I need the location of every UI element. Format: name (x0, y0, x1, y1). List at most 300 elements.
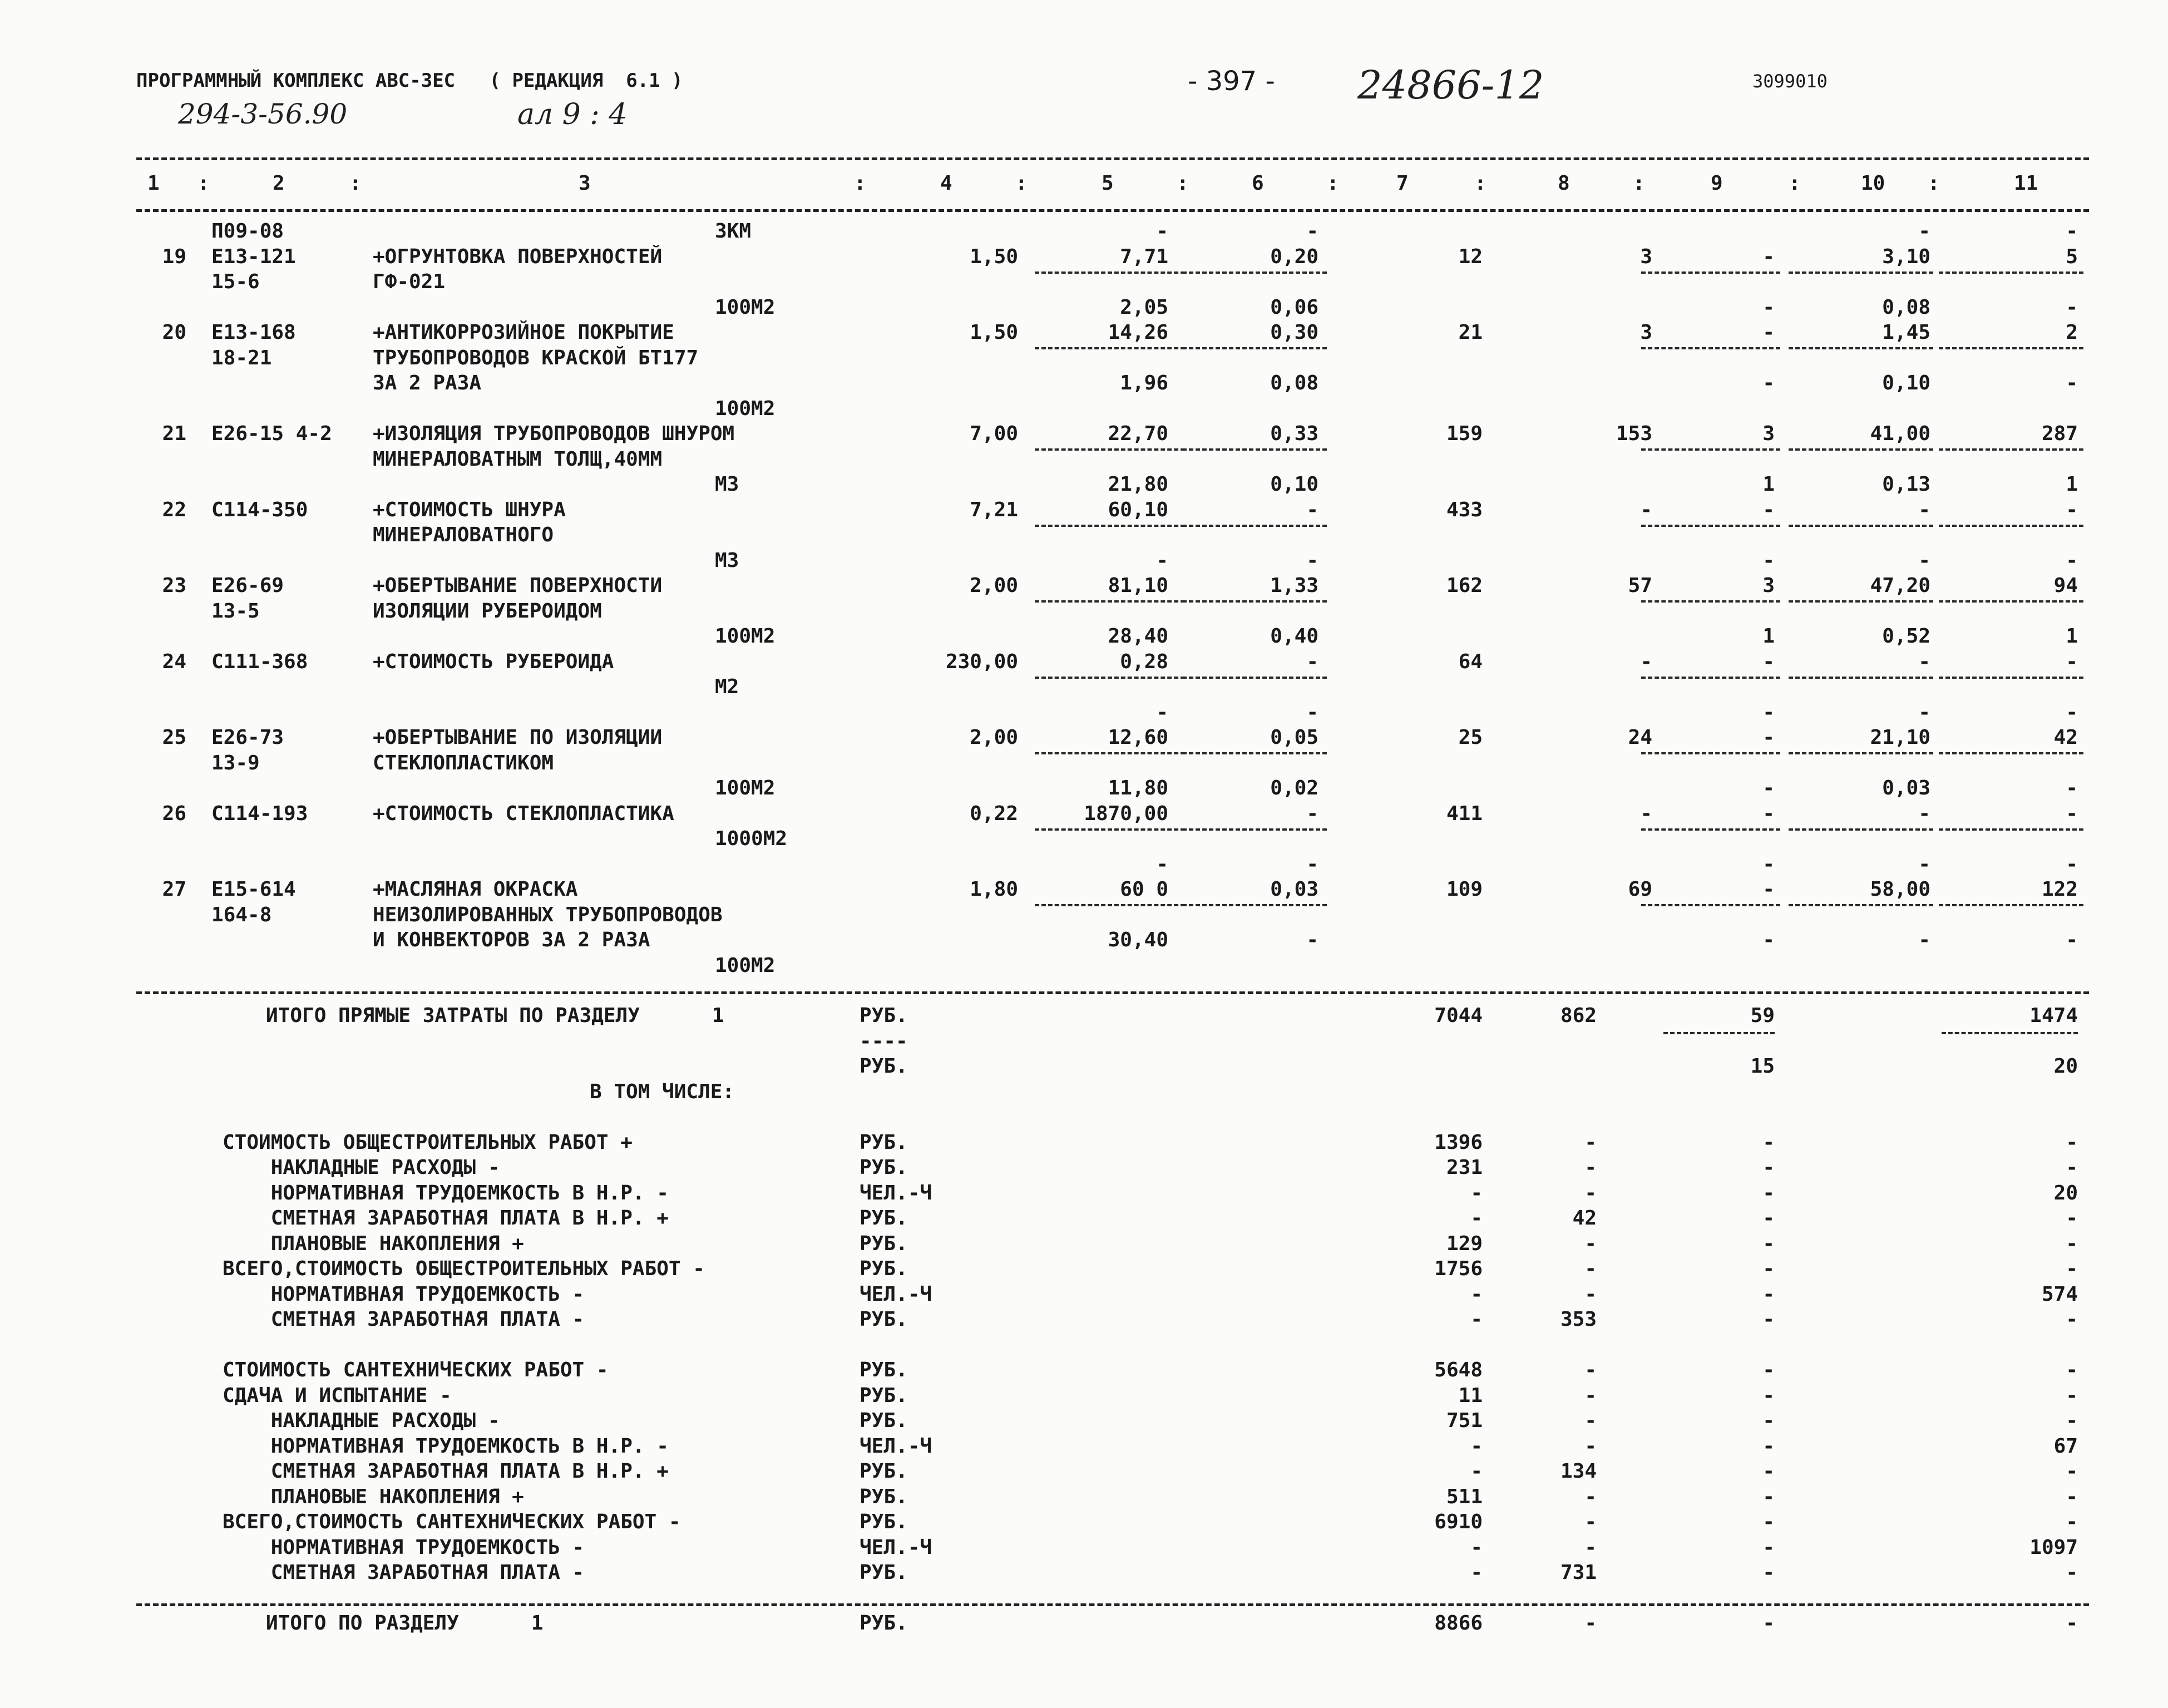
cell-c8: 57 (1628, 574, 1652, 597)
cell-c5: 0,28 (1120, 650, 1168, 673)
cell-c11: - (2066, 802, 2078, 825)
cell-c10: 0,52 (1882, 625, 1930, 648)
summary-unit: ЧЕЛ.-Ч (860, 1182, 932, 1205)
cell-unit: М3 (715, 473, 739, 496)
summary-col9: 59 (1750, 1004, 1775, 1027)
cell-desc: ЗА 2 РАЗА (373, 372, 482, 394)
cell-c9: - (1762, 726, 1775, 749)
summary-col9: - (1762, 1612, 1775, 1635)
cell-c10: - (1918, 853, 1930, 876)
summary-col11: - (2066, 1384, 2078, 1407)
cell-c4: 1,80 (970, 878, 1018, 901)
cell-c7: 109 (1446, 878, 1483, 901)
cell-c8: 153 (1616, 422, 1652, 445)
summary-col9: - (1762, 1561, 1775, 1584)
summary-col8: - (1584, 1232, 1597, 1255)
summary-col7: 5648 (1434, 1359, 1483, 1381)
cell-c5: 12,60 (1108, 726, 1168, 749)
page-number: - 397 - (1188, 66, 1275, 97)
cell-c5: 21,80 (1108, 473, 1168, 496)
summary-col8: 862 (1560, 1004, 1597, 1027)
summary-col11: - (2066, 1612, 2078, 1635)
summary-col8: - (1584, 1156, 1597, 1179)
cell-c7: 159 (1446, 422, 1483, 445)
handwritten-code: 24866-12 (1357, 62, 1544, 108)
summary-col8: - (1584, 1612, 1597, 1635)
cell-desc: И КОНВЕКТОРОВ ЗА 2 РАЗА (373, 929, 650, 951)
summary-col11: - (2066, 1561, 2078, 1584)
cell-c8: - (1640, 802, 1652, 825)
summary-label: СДАЧА И ИСПЫТАНИЕ - (223, 1384, 452, 1407)
summary-unit: РУБ. (860, 1485, 908, 1508)
cell-c11: - (2066, 701, 2078, 724)
cell-c5: 1870,00 (1084, 802, 1168, 825)
summary-col7: 1756 (1434, 1257, 1483, 1280)
summary-col7: - (1470, 1435, 1483, 1458)
summary-col11: 574 (2041, 1283, 2078, 1306)
cell-c10: - (1918, 701, 1930, 724)
cell-n: 20 (162, 321, 186, 344)
summary-unit: ---- (860, 1030, 908, 1053)
summary-label: ВСЕГО,СТОИМОСТЬ ОБЩЕСТРОИТЕЛЬНЫХ РАБОТ - (223, 1257, 705, 1280)
column-separator: : (854, 172, 866, 195)
cell-c8: - (1640, 498, 1652, 521)
cell-c9: - (1762, 853, 1775, 876)
summary-col9: - (1762, 1131, 1775, 1154)
cell-c4: 7,00 (970, 422, 1018, 445)
summary-col7: - (1470, 1283, 1483, 1306)
cell-n: 19 (162, 245, 186, 268)
cell-n: 22 (162, 498, 186, 521)
summary-col8: - (1584, 1485, 1597, 1508)
summary-col9: - (1762, 1156, 1775, 1179)
summary-unit: РУБ. (860, 1232, 908, 1255)
summary-col7: - (1470, 1460, 1483, 1483)
summary-col11: - (2066, 1308, 2078, 1331)
cell-desc: ТРУБОПРОВОДОВ КРАСКОЙ БТ177 (373, 347, 699, 369)
summary-unit: ЧЕЛ.-Ч (860, 1536, 932, 1559)
summary-col9: - (1762, 1182, 1775, 1205)
summary-col9: - (1762, 1435, 1775, 1458)
summary-col9: - (1762, 1359, 1775, 1381)
summary-col8: - (1584, 1359, 1597, 1381)
summary-col11: - (2066, 1257, 2078, 1280)
cell-code: 13-9 (211, 752, 260, 774)
cell-c5: 11,80 (1108, 777, 1168, 799)
column-header-8: 8 (1558, 172, 1570, 195)
cell-n: 21 (162, 422, 186, 445)
column-header-5: 5 (1102, 172, 1114, 195)
summary-unit: РУБ. (860, 1156, 908, 1179)
cell-c5: 60 0 (1120, 878, 1168, 901)
cell-desc: ИЗОЛЯЦИИ РУБЕРОИДОМ (373, 600, 602, 623)
cell-c9: 3 (1762, 574, 1775, 597)
summary-col7: 6910 (1434, 1510, 1483, 1533)
cell-desc: +ОБЕРТЫВАНИЕ ПОВЕРХНОСТИ (373, 574, 663, 597)
cell-c5: 1,96 (1120, 372, 1168, 394)
summary-label: ИТОГО ПО РАЗДЕЛУ 1 (266, 1612, 544, 1635)
cell-c10: 47,20 (1870, 574, 1930, 597)
summary-col11: - (2066, 1156, 2078, 1179)
cell-desc: +ИЗОЛЯЦИЯ ТРУБОПРОВОДОВ ШНУРОМ (373, 422, 735, 445)
handwritten-mid: ал 9 : 4 (517, 98, 628, 131)
cell-c6: 0,08 (1270, 372, 1318, 394)
summary-col9: - (1762, 1207, 1775, 1230)
cell-c4: 1,50 (970, 321, 1018, 344)
cell-desc: МИНЕРАЛОВАТНЫМ ТОЛЩ,40ММ (373, 448, 663, 471)
cell-c9: - (1762, 929, 1775, 951)
summary-col7: 751 (1446, 1409, 1483, 1432)
summary-col9: - (1762, 1485, 1775, 1508)
summary-label: ПЛАНОВЫЕ НАКОПЛЕНИЯ + (223, 1232, 524, 1255)
cell-c5: 30,40 (1108, 929, 1168, 951)
cell-n: 23 (162, 574, 186, 597)
cell-c6: - (1306, 220, 1318, 243)
summary-unit: РУБ. (860, 1308, 908, 1331)
summary-col7: 231 (1446, 1156, 1483, 1179)
cell-c5: - (1156, 701, 1168, 724)
summary-col7: 7044 (1434, 1004, 1483, 1027)
summary-unit: ЧЕЛ.-Ч (860, 1435, 932, 1458)
column-header-4: 4 (940, 172, 952, 195)
program-title: ПРОГРАММНЫЙ КОМПЛЕКС АВС-3ЕС ( РЕДАКЦИЯ 6.1 ) (136, 70, 683, 92)
summary-unit: РУБ. (860, 1612, 908, 1635)
summary-col8: 731 (1560, 1561, 1597, 1584)
cell-desc: +СТОИМОСТЬ СТЕКЛОПЛАСТИКА (373, 802, 674, 825)
cell-c10: 41,00 (1870, 422, 1930, 445)
summary-col9: 15 (1750, 1055, 1775, 1078)
cell-n: 26 (162, 802, 186, 825)
cell-unit: М2 (715, 675, 739, 698)
summary-label: ВСЕГО,СТОИМОСТЬ САНТЕХНИЧЕСКИХ РАБОТ - (223, 1510, 681, 1533)
cell-unit: ЗКМ (715, 220, 752, 243)
summary-unit: ЧЕЛ.-Ч (860, 1283, 932, 1306)
column-separator: : (1928, 172, 1940, 195)
summary-col11: - (2066, 1359, 2078, 1381)
cell-c9: - (1762, 549, 1775, 572)
summary-unit: РУБ. (860, 1510, 908, 1533)
cell-c9: - (1762, 498, 1775, 521)
cell-code: С114-193 (211, 802, 308, 825)
summary-col9: - (1762, 1232, 1775, 1255)
column-header-6: 6 (1252, 172, 1264, 195)
cell-c5: - (1156, 853, 1168, 876)
cell-c5: 14,26 (1108, 321, 1168, 344)
summary-unit: РУБ. (860, 1055, 908, 1078)
column-separator: : (1789, 172, 1801, 195)
summary-col8: - (1584, 1435, 1597, 1458)
cell-c10: 0,08 (1882, 296, 1930, 319)
handwritten-left: 294-3-56.90 (178, 98, 348, 130)
summary-col9: - (1762, 1409, 1775, 1432)
cell-c8: 69 (1628, 878, 1652, 901)
summary-col8: - (1584, 1257, 1597, 1280)
cell-c5: - (1156, 220, 1168, 243)
summary-label: СМЕТНАЯ ЗАРАБОТНАЯ ПЛАТА В Н.Р. + (223, 1207, 669, 1230)
cell-c9: 1 (1762, 625, 1775, 648)
cell-c6: 0,20 (1270, 245, 1318, 268)
summary-col11: - (2066, 1232, 2078, 1255)
summary-unit: РУБ. (860, 1359, 908, 1381)
summary-col8: - (1584, 1131, 1597, 1154)
cell-c10: - (1918, 929, 1930, 951)
cell-c7: 162 (1446, 574, 1483, 597)
summary-col7: - (1470, 1561, 1483, 1584)
summary-col9: - (1762, 1308, 1775, 1331)
cell-c9: - (1762, 650, 1775, 673)
cell-desc: +ОГРУНТОВКА ПОВЕРХНОСТЕЙ (373, 245, 663, 268)
cell-desc: СТЕКЛОПЛАСТИКОМ (373, 752, 554, 774)
summary-col8: - (1584, 1409, 1597, 1432)
cell-c6: 0,10 (1270, 473, 1318, 496)
cell-c9: - (1762, 878, 1775, 901)
cell-c9: 1 (1762, 473, 1775, 496)
cell-c11: 94 (2053, 574, 2078, 597)
cell-desc: НЕИЗОЛИРОВАННЫХ ТРУБОПРОВОДОВ (373, 904, 723, 926)
column-separator: : (1177, 172, 1189, 195)
cell-c11: - (2066, 650, 2078, 673)
cell-c6: - (1306, 498, 1318, 521)
cell-c9: - (1762, 802, 1775, 825)
cell-c11: - (2066, 296, 2078, 319)
cell-c9: - (1762, 296, 1775, 319)
summary-label: НАКЛАДНЫЕ РАСХОДЫ - (223, 1156, 500, 1179)
cell-code: 15-6 (211, 270, 260, 293)
summary-col11: 1097 (2029, 1536, 2078, 1559)
cell-code: 13-5 (211, 600, 260, 623)
cell-desc: +МАСЛЯНАЯ ОКРАСКА (373, 878, 578, 901)
summary-col11: - (2066, 1131, 2078, 1154)
cell-c11: 287 (2041, 422, 2078, 445)
cell-c8: 3 (1640, 245, 1652, 268)
cell-c7: 411 (1446, 802, 1483, 825)
summary-col9: - (1762, 1460, 1775, 1483)
cell-c10: 0,03 (1882, 777, 1930, 799)
summary-col9: - (1762, 1384, 1775, 1407)
cell-c6: 0,03 (1270, 878, 1318, 901)
summary-unit: РУБ. (860, 1460, 908, 1483)
summary-col9: - (1762, 1283, 1775, 1306)
cell-c4: 230,00 (945, 650, 1018, 673)
cell-c10: - (1918, 650, 1930, 673)
column-header-10: 10 (1861, 172, 1885, 195)
cell-code: П09-08 (211, 220, 284, 243)
summary-col11: 1474 (2029, 1004, 2078, 1027)
cell-c6: - (1306, 929, 1318, 951)
cell-unit: М3 (715, 549, 739, 572)
cell-unit: 100М2 (715, 296, 776, 319)
column-separator: : (1327, 172, 1339, 195)
cell-c7: 25 (1458, 726, 1483, 749)
cell-c6: - (1306, 650, 1318, 673)
column-header-1: 1 (147, 172, 160, 195)
summary-label: ПЛАНОВЫЕ НАКОПЛЕНИЯ + (223, 1485, 524, 1508)
cell-desc: МИНЕРАЛОВАТНОГО (373, 524, 554, 546)
cell-unit: 100М2 (715, 397, 776, 420)
cell-desc: +СТОИМОСТЬ ШНУРА (373, 498, 566, 521)
summary-label: НОРМАТИВНАЯ ТРУДОЕМКОСТЬ - (223, 1536, 585, 1559)
summary-label: НАКЛАДНЫЕ РАСХОДЫ - (223, 1409, 500, 1432)
summary-unit: РУБ. (860, 1384, 908, 1407)
cell-n: 27 (162, 878, 186, 901)
cell-c6: 0,06 (1270, 296, 1318, 319)
summary-col7: 511 (1446, 1485, 1483, 1508)
cell-c5: 22,70 (1108, 422, 1168, 445)
summary-col11: - (2066, 1510, 2078, 1533)
summary-underline (1942, 1032, 2078, 1034)
column-separator: : (1474, 172, 1487, 195)
cell-c10: - (1918, 498, 1930, 521)
summary-label: ИТОГО ПРЯМЫЕ ЗАТРАТЫ ПО РАЗДЕЛУ 1 (266, 1004, 724, 1027)
cell-c10: 21,10 (1870, 726, 1930, 749)
summary-col8: 42 (1572, 1207, 1597, 1230)
cell-c6: - (1306, 802, 1318, 825)
cell-c4: 2,00 (970, 574, 1018, 597)
cell-c9: - (1762, 245, 1775, 268)
cell-c11: - (2066, 549, 2078, 572)
cell-unit: 100М2 (715, 625, 776, 648)
summary-col8: - (1584, 1536, 1597, 1559)
cell-c10: 3,10 (1882, 245, 1930, 268)
cell-c5: 7,71 (1120, 245, 1168, 268)
cell-code: Е13-168 (211, 321, 296, 344)
summary-label: СМЕТНАЯ ЗАРАБОТНАЯ ПЛАТА В Н.Р. + (223, 1460, 669, 1483)
summary-col8: - (1584, 1283, 1597, 1306)
cell-c9: - (1762, 372, 1775, 394)
column-header-3: 3 (579, 172, 591, 195)
cell-c5: - (1156, 549, 1168, 572)
cell-c10: 1,45 (1882, 321, 1930, 344)
cell-c6: - (1306, 853, 1318, 876)
cell-c10: - (1918, 802, 1930, 825)
cell-c7: 12 (1458, 245, 1483, 268)
cell-c9: - (1762, 701, 1775, 724)
cell-unit: 100М2 (715, 777, 776, 799)
cell-c11: - (2066, 498, 2078, 521)
column-header-2: 2 (273, 172, 285, 195)
cell-c11: - (2066, 372, 2078, 394)
cell-c10: 0,10 (1882, 372, 1930, 394)
final-rule (136, 1603, 2089, 1606)
column-separator: : (1015, 172, 1028, 195)
cell-c8: 24 (1628, 726, 1652, 749)
cell-c7: 64 (1458, 650, 1483, 673)
cell-code: С114-350 (211, 498, 308, 521)
summary-col11: - (2066, 1207, 2078, 1230)
cell-unit: 100М2 (715, 954, 776, 977)
summary-label: НОРМАТИВНАЯ ТРУДОЕМКОСТЬ - (223, 1283, 585, 1306)
cell-n: 24 (162, 650, 186, 673)
column-header-7: 7 (1396, 172, 1409, 195)
summary-unit: РУБ. (860, 1131, 908, 1154)
cell-c6: 0,33 (1270, 422, 1318, 445)
summary-unit: РУБ. (860, 1004, 908, 1027)
summary-col7: - (1470, 1207, 1483, 1230)
summary-col11: 20 (2053, 1055, 2078, 1078)
cell-c11: 42 (2053, 726, 2078, 749)
cell-desc: +АНТИКОРРОЗИЙНОЕ ПОКРЫТИЕ (373, 321, 674, 344)
cell-c6: - (1306, 701, 1318, 724)
cell-c10: 58,00 (1870, 878, 1930, 901)
cell-code: С111-368 (211, 650, 308, 673)
summary-col11: - (2066, 1485, 2078, 1508)
cell-desc: ГФ-021 (373, 270, 446, 293)
summary-col8: 353 (1560, 1308, 1597, 1331)
cell-code: Е26-15 4-2 (211, 422, 332, 445)
cell-c11: - (2066, 777, 2078, 799)
cell-c4: 2,00 (970, 726, 1018, 749)
cell-c5: 28,40 (1108, 625, 1168, 648)
cell-c9: - (1762, 321, 1775, 344)
summary-col11: 20 (2053, 1182, 2078, 1205)
cell-c4: 7,21 (970, 498, 1018, 521)
cell-c11: 122 (2041, 878, 2078, 901)
summary-col7: 8866 (1434, 1612, 1483, 1635)
cell-c8: 3 (1640, 321, 1652, 344)
cell-c10: 0,13 (1882, 473, 1930, 496)
summary-label: НОРМАТИВНАЯ ТРУДОЕМКОСТЬ В Н.Р. - (223, 1435, 669, 1458)
summary-col7: - (1470, 1536, 1483, 1559)
summary-col7: - (1470, 1308, 1483, 1331)
cell-c9: - (1762, 777, 1775, 799)
summary-col7: 129 (1446, 1232, 1483, 1255)
cell-c8: - (1640, 650, 1652, 673)
cell-c9: 3 (1762, 422, 1775, 445)
column-header-9: 9 (1711, 172, 1723, 195)
cell-c10: - (1918, 549, 1930, 572)
cell-c11: - (2066, 853, 2078, 876)
cell-code: Е13-121 (211, 245, 296, 268)
cell-c7: 21 (1458, 321, 1483, 344)
summary-col9: - (1762, 1510, 1775, 1533)
summary-label: СМЕТНАЯ ЗАРАБОТНАЯ ПЛАТА - (223, 1308, 585, 1331)
cell-c11: 1 (2066, 473, 2078, 496)
summary-col7: 1396 (1434, 1131, 1483, 1154)
cell-c6: 0,05 (1270, 726, 1318, 749)
cell-code: Е26-69 (211, 574, 284, 597)
cell-c6: 0,40 (1270, 625, 1318, 648)
summary-unit: РУБ. (860, 1409, 908, 1432)
cell-n: 25 (162, 726, 186, 749)
cell-c11: 5 (2066, 245, 2078, 268)
summary-col11: 67 (2053, 1435, 2078, 1458)
cell-c7: 433 (1446, 498, 1483, 521)
summary-label: СТОИМОСТЬ САНТЕХНИЧЕСКИХ РАБОТ - (223, 1359, 609, 1381)
cell-c4: 1,50 (970, 245, 1018, 268)
cell-c6: - (1306, 549, 1318, 572)
cell-desc: +ОБЕРТЫВАНИЕ ПО ИЗОЛЯЦИИ (373, 726, 663, 749)
summary-col11: - (2066, 1409, 2078, 1432)
summary-col8: - (1584, 1510, 1597, 1533)
cell-desc: +СТОИМОСТЬ РУБЕРОИДА (373, 650, 614, 673)
summary-col9: - (1762, 1257, 1775, 1280)
summary-label: НОРМАТИВНАЯ ТРУДОЕМКОСТЬ В Н.Р. - (223, 1182, 669, 1205)
cell-c6: 0,30 (1270, 321, 1318, 344)
summary-unit: РУБ. (860, 1207, 908, 1230)
cell-c11: 2 (2066, 321, 2078, 344)
cell-c5: 81,10 (1108, 574, 1168, 597)
cell-unit: 1000М2 (715, 827, 788, 850)
column-separator: : (1633, 172, 1645, 195)
summary-col7: 11 (1458, 1384, 1483, 1407)
summary-col8: - (1584, 1384, 1597, 1407)
cell-c11: - (2066, 220, 2078, 243)
stamp-number: 3099010 (1752, 71, 1828, 92)
cell-c5: 60,10 (1108, 498, 1168, 521)
cell-c6: 1,33 (1270, 574, 1318, 597)
summary-label: СМЕТНАЯ ЗАРАБОТНАЯ ПЛАТА - (223, 1561, 585, 1584)
cell-c11: - (2066, 929, 2078, 951)
